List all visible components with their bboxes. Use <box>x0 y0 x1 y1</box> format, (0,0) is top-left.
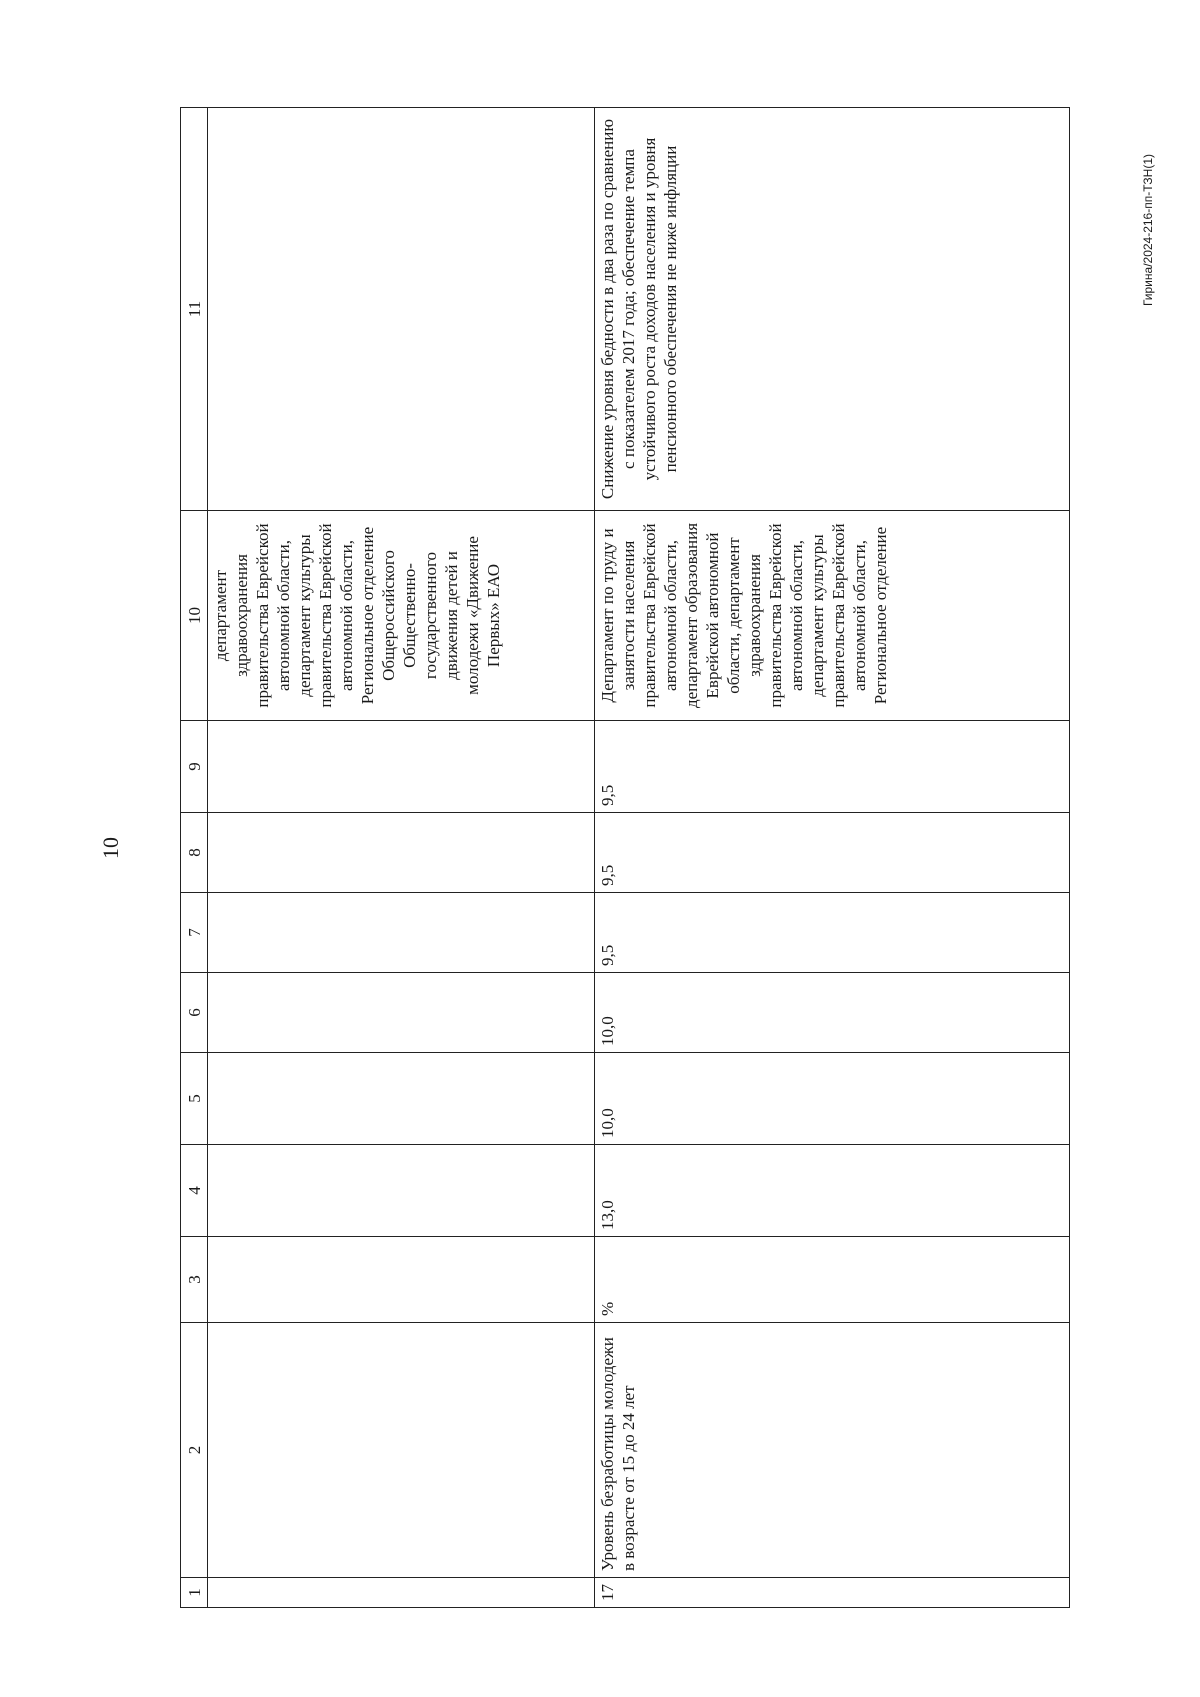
cell-v8 <box>208 813 595 893</box>
table-row-continued <box>208 108 595 1608</box>
indicator-table <box>180 107 1070 1608</box>
cell-num <box>208 1578 595 1608</box>
cell-responsible: департамент здравоохранения правительства Еврейской автономной области, департамент культуры правительства Еврейской автономной области, Региональное отделение Общероссийского Общественно-государственного движения детей и молодежи «Движение Первых» ЕАО <box>208 511 595 721</box>
header-cell-5: 5 <box>181 1053 208 1145</box>
cell-v8: 9,5 <box>595 813 1070 893</box>
header-row <box>181 108 208 1608</box>
cell-v7: 9,5 <box>595 893 1070 973</box>
header-cell-1: 1 <box>181 1578 208 1608</box>
header-cell-8: 8 <box>181 813 208 893</box>
cell-v6: 10,0 <box>595 973 1070 1053</box>
header-cell-2: 2 <box>181 1323 208 1578</box>
cell-goal: Снижение уровня бедности в два раза по сравнению с показателем 2017 года; обеспечение темпа устойчивого роста доходов населения и уровня пенсионного обеспечения не ниже инфляции <box>595 108 1070 511</box>
document-reference: Гирина/2024-216-пп-ТЗН(1) <box>1141 154 1155 307</box>
cell-v5: 10,0 <box>595 1053 1070 1145</box>
header-cell-11: 11 <box>181 108 208 511</box>
cell-indicator <box>208 1323 595 1578</box>
cell-unit: % <box>595 1237 1070 1323</box>
header-cell-3: 3 <box>181 1237 208 1323</box>
header-cell-7: 7 <box>181 893 208 973</box>
cell-num: 17 <box>595 1578 1070 1608</box>
rotated-table-wrapper <box>180 108 1080 1608</box>
header-cell-9: 9 <box>181 721 208 813</box>
header-cell-6: 6 <box>181 973 208 1053</box>
cell-v4: 13,0 <box>595 1145 1070 1237</box>
header-cell-4: 4 <box>181 1145 208 1237</box>
cell-unit <box>208 1237 595 1323</box>
cell-goal <box>208 108 595 511</box>
header-cell-10: 10 <box>181 511 208 721</box>
cell-v7 <box>208 893 595 973</box>
cell-indicator: Уровень безработицы молодежи в возрасте от 15 до 24 лет <box>595 1323 1070 1578</box>
cell-v4 <box>208 1145 595 1237</box>
cell-responsible: Департамент по труду и занятости населения правительства Еврейской автономной области, департамент образования Еврейской автономной области, департамент здравоохранения правительства Еврейской автономной области, департамент культуры правительства Еврейской автономной области, Региональное отделение <box>595 511 1070 721</box>
page-number: 10 <box>98 837 123 859</box>
table-row-17 <box>595 108 1070 1608</box>
cell-v5 <box>208 1053 595 1145</box>
cell-v9: 9,5 <box>595 721 1070 813</box>
cell-v6 <box>208 973 595 1053</box>
cell-v9 <box>208 721 595 813</box>
